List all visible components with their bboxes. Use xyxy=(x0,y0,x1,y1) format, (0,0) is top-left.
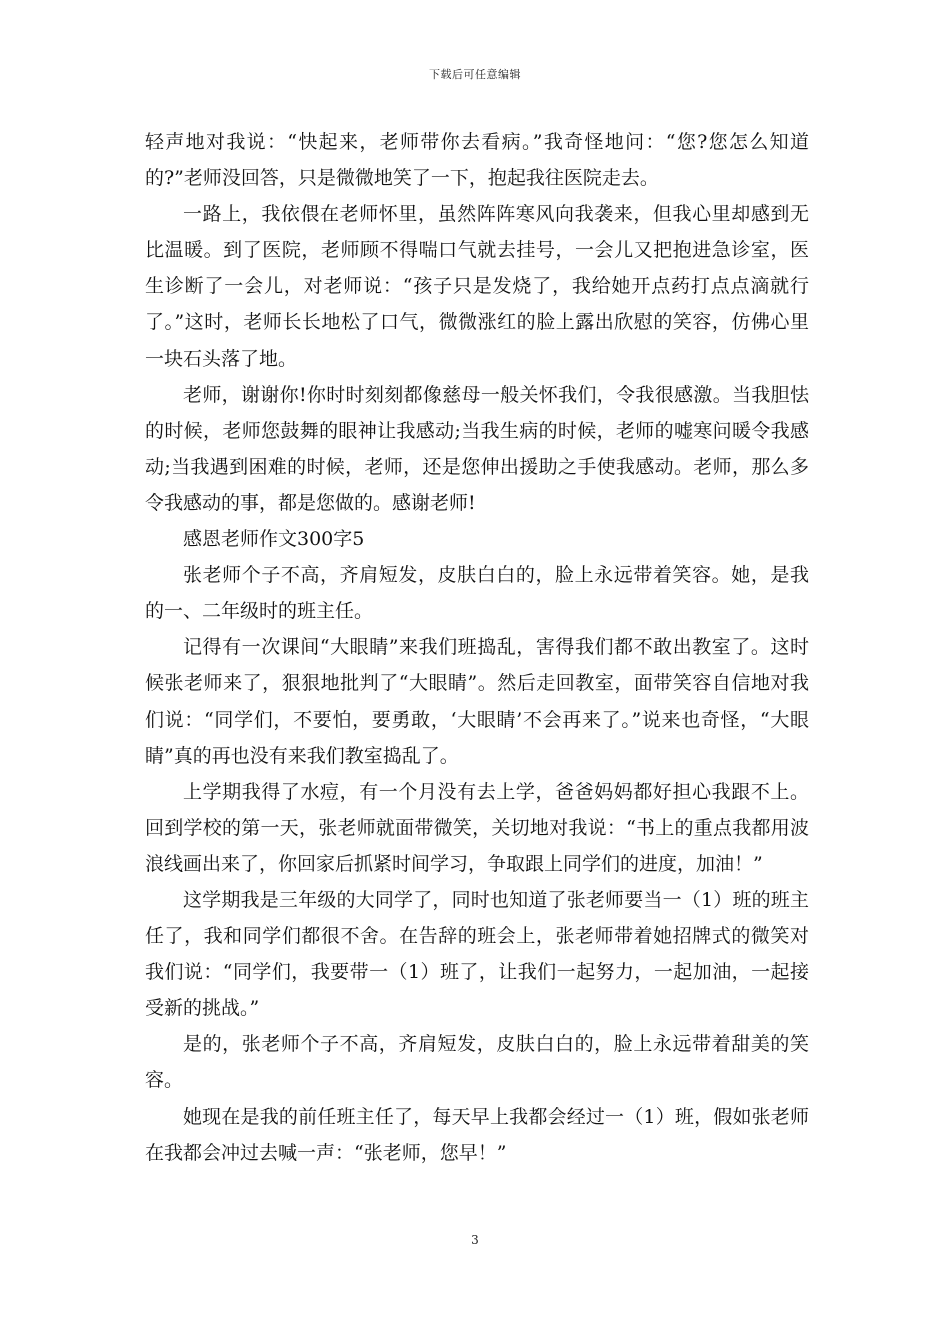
paragraph-6: 记得有一次课间“大眼睛”来我们班捣乱，害得我们都不敢出教室了。这时候张老师来了，狠狠地批判了“大眼睛”。然后走回教室，面带笑容自信地对我们说：“同学们，不要怕，要勇敢，‘大眼睛’不会再来了。”说来也奇怪，“大眼睛”真的再也没有来我们教室捣乱了。 xyxy=(145,636,809,767)
paragraph-10: 她现在是我的前任班主任了，每天早上我都会经过一（1）班，假如张老师在我都会冲过去喊一声：“张老师，您早！” xyxy=(145,1105,809,1164)
page-number: 3 xyxy=(471,1233,479,1247)
paragraph-9: 是的，张老师个子不高，齐肩短发，皮肤白白的，脸上永远带着甜美的笑容。 xyxy=(145,1033,809,1092)
paragraph-8: 这学期我是三年级的大同学了，同时也知道了张老师要当一（1）班的班主任了，我和同学们都很不舍。在告辞的班会上，张老师带着她招牌式的微笑对我们说：“同学们，我要带一（1）班了，让我们一起努力，一起加油，一起接受新的挑战。” xyxy=(145,888,809,1020)
section-heading: 感恩老师作文300字5 xyxy=(183,528,365,551)
document-body xyxy=(145,124,809,1171)
paragraph-2: 一路上，我依偎在老师怀里，虽然阵阵寒风向我袭来，但我心里却感到无比温暖。到了医院，老师顾不得喘口气就去挂号，一会儿又把抱进急诊室，医生诊断了一会儿，对老师说：“孩子只是发烧了，我给她开点药打点点滴就行了。”这时，老师长长地松了口气，微微涨红的脸上露出欣慰的笑容，仿佛心里一块石头落了地。 xyxy=(145,203,809,370)
page-header: 下载后可任意编辑 xyxy=(429,68,521,81)
paragraph-7: 上学期我得了水痘，有一个月没有去上学，爸爸妈妈都好担心我跟不上。回到学校的第一天，张老师就面带微笑，关切地对我说：“书上的重点我都用波浪线画出来了，你回家后抓紧时间学习，争取跟上同学们的进度，加油！” xyxy=(145,780,809,875)
paragraph-3: 老师，谢谢你!你时时刻刻都像慈母一般关怀我们，令我很感激。当我胆怯的时候，老师您鼓舞的眼神让我感动;当我生病的时候，老师的嘘寒问暖令我感动;当我遇到困难的时候，老师，还是您伸出援助之手使我感动。老师，那么多令我感动的事，都是您做的。感谢老师! xyxy=(145,383,809,514)
paragraph-1: 轻声地对我说：“快起来，老师带你去看病。”我奇怪地问：“您?您怎么知道的?”老师没回答，只是微微地笑了一下，抱起我往医院走去。 xyxy=(145,131,809,190)
paragraph-5: 张老师个子不高，齐肩短发，皮肤白白的，脸上永远带着笑容。她，是我的一、二年级时的班主任。 xyxy=(145,564,809,623)
